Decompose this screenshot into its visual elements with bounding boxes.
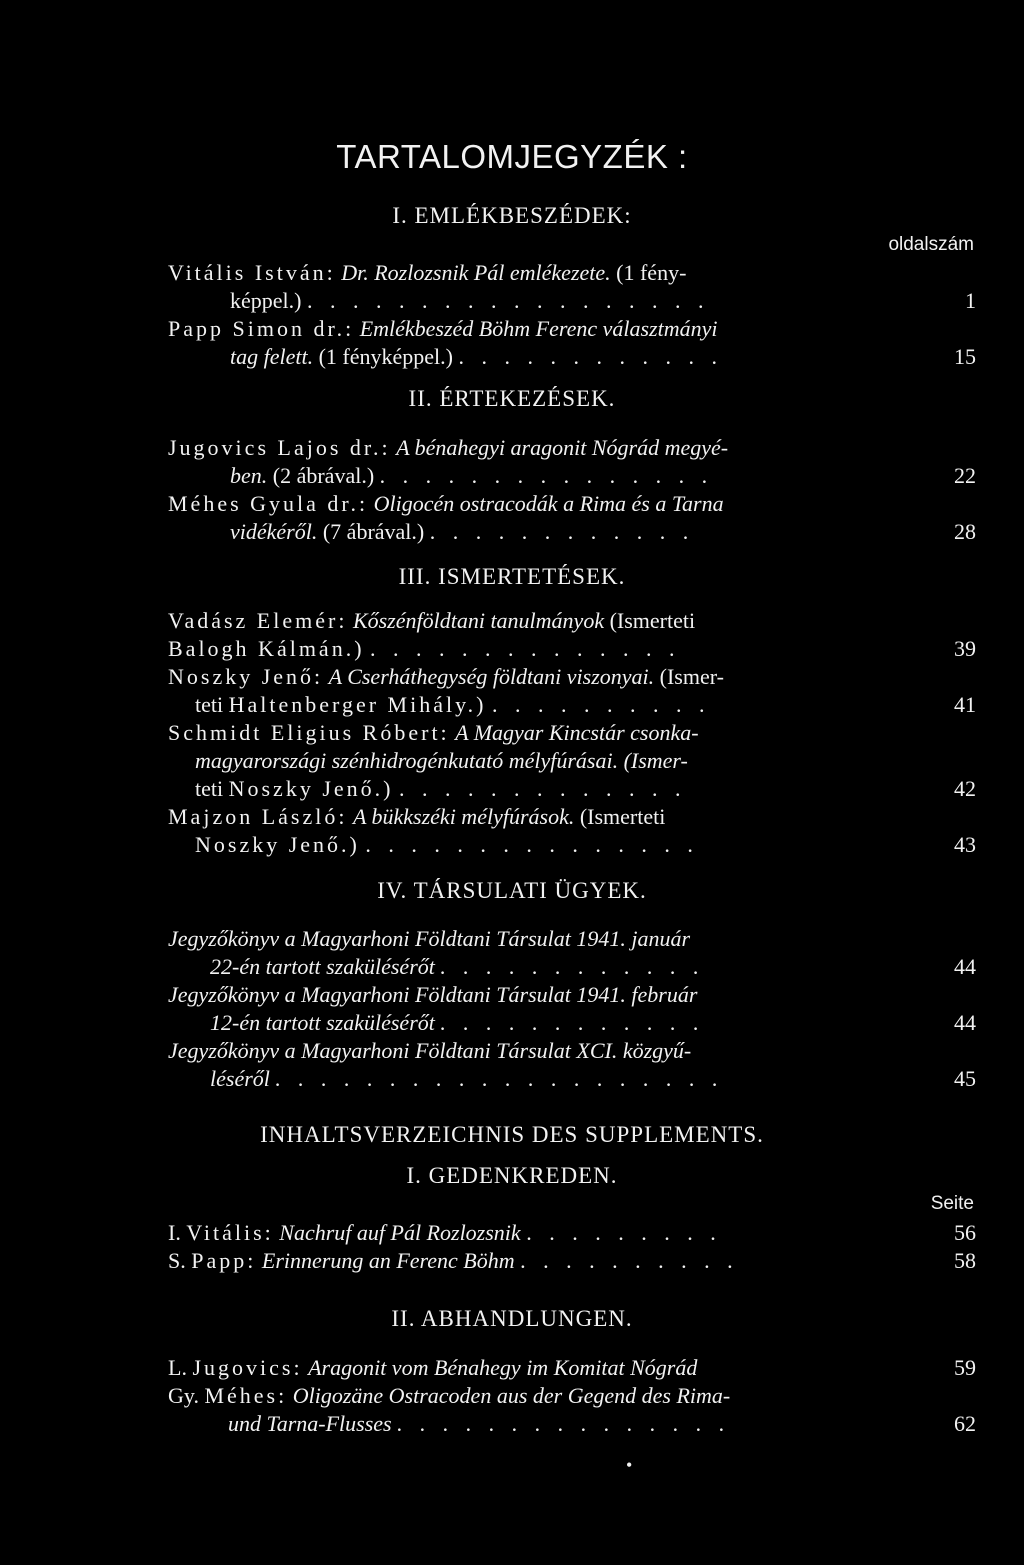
section-heading-gedenkreden: I. GEDENKREDEN. — [406, 1163, 618, 1188]
entry-prefix: L. — [168, 1355, 187, 1380]
entry-author: Noszky Jenő: — [168, 664, 324, 689]
entry-prefix: S. — [168, 1248, 186, 1273]
entry-page-number: 56 — [954, 1220, 976, 1245]
page-title: TARTALOMJEGYZÉK : — [336, 138, 688, 175]
entry-author: Vitális: — [186, 1220, 274, 1245]
print-speck: • — [626, 1455, 633, 1475]
entry-prefix: I. — [168, 1220, 181, 1245]
entry-title: A Cserháthegység földtani viszonyai. — [328, 664, 655, 689]
leader-dots: . . . . . . . . . . — [491, 692, 711, 717]
entry-page-number: 42 — [954, 776, 976, 801]
entry-page-number: 1 — [965, 288, 976, 313]
entry-title: léséről — [210, 1066, 270, 1091]
entry-note: képpel.) — [230, 288, 302, 313]
entry-page-number: 22 — [954, 463, 976, 488]
leader-dots: . . . . . . . . . . . . . — [398, 776, 687, 801]
entry-note: teti — [195, 776, 224, 801]
leader-dots: . . . . . . . . . . . . — [429, 519, 695, 544]
entry-title: tag felett. — [230, 344, 314, 369]
toc-entry-line — [230, 515, 976, 549]
toc-entry-line — [195, 828, 976, 862]
entry-page-number: 28 — [954, 519, 976, 544]
leader-dots: . . . . . . . . . . . . . . . . . . . . — [275, 1066, 724, 1091]
entry-note: Balogh Kálmán.) — [168, 636, 365, 661]
entry-title: Oligozäne Ostracoden aus der Gegend des Rima- — [292, 1383, 731, 1408]
section-heading-abhandlungen: II. ABHANDLUNGEN. — [391, 1306, 633, 1331]
entry-title: Jegyzőkönyv a Magyarhoni Földtani Társulat 1941. január — [168, 926, 691, 951]
entry-title: Oligocén ostracodák a Rima és a Tarna — [373, 491, 724, 516]
entry-note: (Ismerteti — [579, 804, 666, 829]
entry-note: Haltenberger Mihály.) — [228, 692, 487, 717]
entry-author: Vitális István: — [168, 260, 336, 285]
entry-title: Aragonit vom Bénahegy im Komitat Nógrád — [308, 1355, 698, 1380]
entry-note: (Ismer- — [659, 664, 724, 689]
entry-title: ben. — [230, 463, 268, 488]
entry-prefix: Gy. — [168, 1383, 199, 1408]
section-heading-emlekbeszedek: I. EMLÉKBESZÉDEK: — [392, 203, 632, 228]
leader-dots: . . . . . . . . . . . . . . . — [397, 1411, 731, 1436]
entry-note: (1 fényképpel.) — [318, 344, 453, 369]
entry-note: teti — [195, 692, 224, 717]
leader-dots: . . . . . . . . . . . . . . . — [365, 832, 699, 857]
entry-note: Noszky Jenő.) — [228, 776, 394, 801]
toc-entry-line — [228, 1407, 976, 1441]
leader-dots: . . . . . . . . . . — [520, 1248, 739, 1273]
entry-title: 22-én tartott szakülésérőt — [210, 954, 435, 979]
leader-dots: . . . . . . . . . . . . — [440, 954, 705, 979]
entry-page-number: 44 — [954, 1010, 976, 1035]
section-heading-ismertetesek: III. ISMERTETÉSEK. — [398, 564, 626, 589]
entry-title: Jegyzőkönyv a Magyarhoni Földtani Társulat XCI. közgyű- — [168, 1038, 692, 1063]
entry-page-number: 59 — [954, 1355, 976, 1380]
entry-note: Noszky Jenő.) — [195, 832, 360, 857]
entry-title: Kőszénföldtani tanulmányok — [352, 608, 605, 633]
toc-entry-line — [230, 340, 976, 374]
entry-title: Jegyzőkönyv a Magyarhoni Földtani Társulat 1941. február — [168, 982, 698, 1007]
entry-page-number: 62 — [954, 1411, 976, 1436]
entry-author: Méhes Gyula dr.: — [168, 491, 369, 516]
entry-title: A bükkszéki mélyfúrások. — [352, 804, 575, 829]
entry-title: Erinnerung an Ferenc Böhm — [261, 1248, 515, 1273]
entry-author: Papp Simon dr.: — [168, 316, 355, 341]
entry-page-number: 15 — [954, 344, 976, 369]
toc-entry-line — [168, 1244, 976, 1278]
leader-dots: . . . . . . . . . . . . — [458, 344, 723, 369]
entry-note: (Ismerteti — [609, 608, 696, 633]
entry-title: Emlékbeszéd Böhm Ferenc választmányi — [359, 316, 718, 341]
entry-note: (7 ábrával.) — [322, 519, 425, 544]
entry-author: Majzon László: — [168, 804, 348, 829]
entry-author: Jugovics: — [192, 1355, 303, 1380]
entry-title: A Magyar Kincstár csonka- — [455, 720, 699, 745]
leader-dots: . . . . . . . . . . . . — [440, 1010, 705, 1035]
entry-page-number: 44 — [954, 954, 976, 979]
entry-author: Jugovics Lajos dr.: — [168, 435, 391, 460]
column-header-seite: Seite — [930, 1193, 974, 1214]
entry-title: und Tarna-Flusses — [228, 1411, 392, 1436]
entry-page-number: 41 — [954, 692, 976, 717]
entry-page-number: 45 — [954, 1066, 976, 1091]
leader-dots: . . . . . . . . . . . . . . — [370, 636, 681, 661]
entry-title: A bénahegyi aragonit Nógrád megyé- — [396, 435, 729, 460]
leader-dots: . . . . . . . . . . . . . . . . . . — [306, 288, 710, 313]
entry-title: 12-én tartott szakülésérőt — [210, 1010, 435, 1035]
entry-author: Papp: — [191, 1248, 257, 1273]
section-heading-ertekezesek: II. ÉRTEKEZÉSEK. — [408, 386, 616, 411]
toc-entry-line — [210, 1062, 976, 1096]
entry-title: Dr. Rozlozsnik Pál emlékezete. — [341, 260, 611, 285]
column-header-page: oldalszám — [888, 234, 974, 255]
section-heading-inhaltsverzeichnis: INHALTSVERZEICHNIS DES SUPPLEMENTS. — [260, 1122, 764, 1147]
entry-author: Schmidt Eligius Róbert: — [168, 720, 450, 745]
entry-title: magyarországi szénhidrogénkutató mélyfúrásai. (Ismer- — [195, 748, 688, 773]
entry-note: (2 ábrával.) — [272, 463, 375, 488]
entry-title: vidékéről. — [230, 519, 318, 544]
entry-page-number: 43 — [954, 832, 976, 857]
entry-author: Méhes: — [204, 1383, 288, 1408]
section-heading-tarsulati-ugyek: IV. TÁRSULATI ÜGYEK. — [377, 878, 647, 903]
entry-page-number: 58 — [954, 1248, 976, 1273]
leader-dots: . . . . . . . . . — [526, 1220, 722, 1245]
entry-page-number: 39 — [954, 636, 976, 661]
entry-title: Nachruf auf Pál Rozlozsnik — [279, 1220, 521, 1245]
entry-author: Vadász Elemér: — [168, 608, 348, 633]
entry-note: (1 fény- — [616, 260, 687, 285]
leader-dots: . . . . . . . . . . . . . . . — [379, 463, 714, 488]
